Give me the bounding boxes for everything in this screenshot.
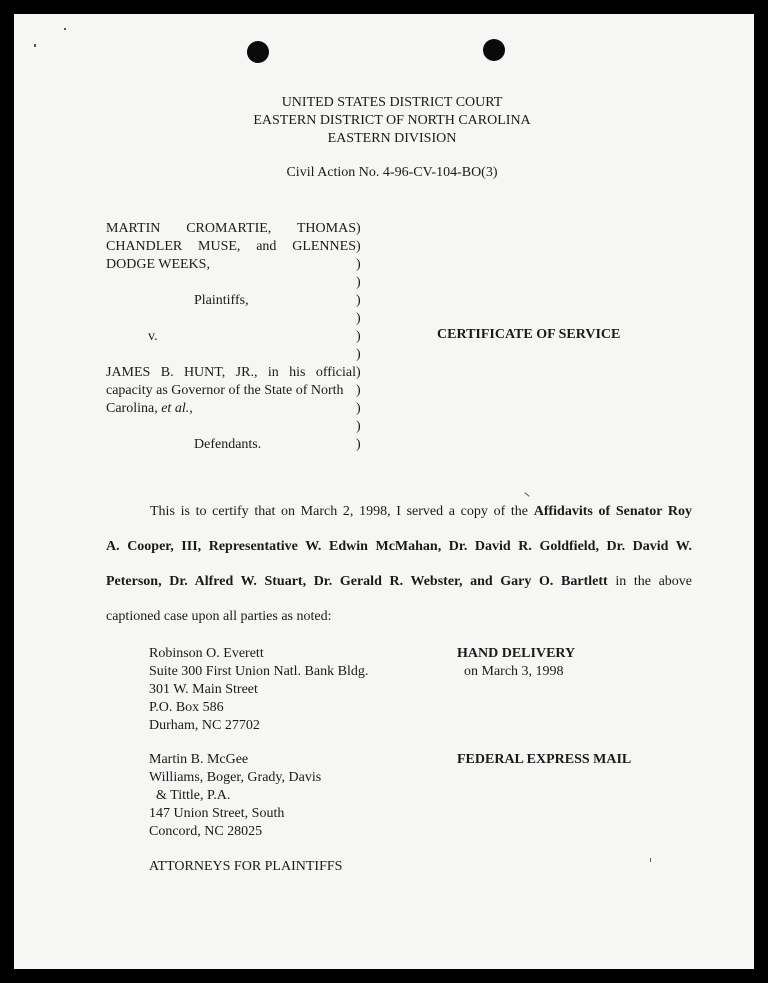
plaintiffs-line-1: MARTIN CROMARTIE, THOMAS <box>106 221 356 236</box>
defendants-label: Defendants. <box>194 437 262 452</box>
address-line: & Tittle, P.A. <box>149 788 231 803</box>
punch-hole-left <box>247 41 269 63</box>
recipient-address-2 <box>149 751 321 841</box>
delivery-method: HAND DELIVERY <box>457 646 576 661</box>
paren: ) <box>356 293 361 308</box>
paren: ) <box>356 437 361 452</box>
plaintiffs-line-2: CHANDLER MUSE, and GLENNES <box>106 239 356 254</box>
address-line: Concord, NC 28025 <box>149 824 263 839</box>
scan-speck <box>650 858 651 862</box>
body-line-1: This is to certify that on March 2, 1998, I served a copy of the Affidavits of Senator Roy <box>150 504 693 519</box>
body-line-3: Peterson, Dr. Alfred W. Stuart, Dr. Gerald R. Webster, and Gary O. Bartlett in the above <box>106 574 693 589</box>
scan-speck <box>524 492 529 497</box>
paren: ) <box>356 221 361 236</box>
court-division: EASTERN DIVISION <box>327 131 457 146</box>
et-al: et al. <box>161 401 190 416</box>
paren: ) <box>356 275 361 290</box>
court-name: UNITED STATES DISTRICT COURT <box>281 95 503 110</box>
recipient-address-1 <box>149 645 368 735</box>
scan-speck <box>34 44 36 47</box>
punch-hole-right <box>483 39 505 61</box>
address-line: 147 Union Street, South <box>149 806 285 821</box>
delivery-method-2: FEDERAL EXPRESS MAIL <box>457 752 632 767</box>
recipient-name: Robinson O. Everett <box>149 646 264 661</box>
body-line-4: captioned case upon all parties as noted: <box>106 609 332 624</box>
address-line: P.O. Box 586 <box>149 700 224 715</box>
certification-paragraph <box>106 503 692 643</box>
defendants-line-3: Carolina, et al., <box>106 401 193 416</box>
caption-parentheses <box>356 220 361 454</box>
paren: ) <box>356 347 361 362</box>
paren: ) <box>356 257 361 272</box>
recipient-name: Martin B. McGee <box>149 752 249 767</box>
paren: ) <box>356 401 361 416</box>
delivery-method-1 <box>457 645 575 681</box>
paren: ) <box>356 365 361 380</box>
document-page <box>14 14 754 969</box>
paren: ) <box>356 419 361 434</box>
plaintiffs-label: Plaintiffs, <box>194 293 249 308</box>
plaintiffs-line-3: DODGE WEEKS, <box>106 257 210 272</box>
address-line: Durham, NC 27702 <box>149 718 260 733</box>
scan-speck <box>64 28 66 30</box>
court-district: EASTERN DISTRICT OF NORTH CAROLINA <box>253 113 531 128</box>
address-line: 301 W. Main Street <box>149 682 258 697</box>
attorneys-for-label: ATTORNEYS FOR PLAINTIFFS <box>149 859 343 874</box>
court-heading <box>14 94 754 148</box>
paren: ) <box>356 311 361 326</box>
defendants-line-2: capacity as Governor of the State of North <box>106 383 344 398</box>
defendants-line-1: JAMES B. HUNT, JR., in his official <box>106 365 356 380</box>
document-title: CERTIFICATE OF SERVICE <box>437 327 621 342</box>
paren: ) <box>356 329 361 344</box>
versus: v. <box>148 329 158 344</box>
delivery-date: on March 3, 1998 <box>464 664 564 679</box>
civil-action-number: Civil Action No. 4-96-CV-104-BO(3) <box>286 165 498 180</box>
paren: ) <box>356 383 361 398</box>
case-caption <box>106 220 356 454</box>
address-line: Suite 300 First Union Natl. Bank Bldg. <box>149 664 369 679</box>
body-line-2: A. Cooper, III, Representative W. Edwin McMahan, Dr. David R. Goldfield, Dr. David W. <box>106 539 692 554</box>
address-line: Williams, Boger, Grady, Davis <box>149 770 322 785</box>
paren: ) <box>356 239 361 254</box>
